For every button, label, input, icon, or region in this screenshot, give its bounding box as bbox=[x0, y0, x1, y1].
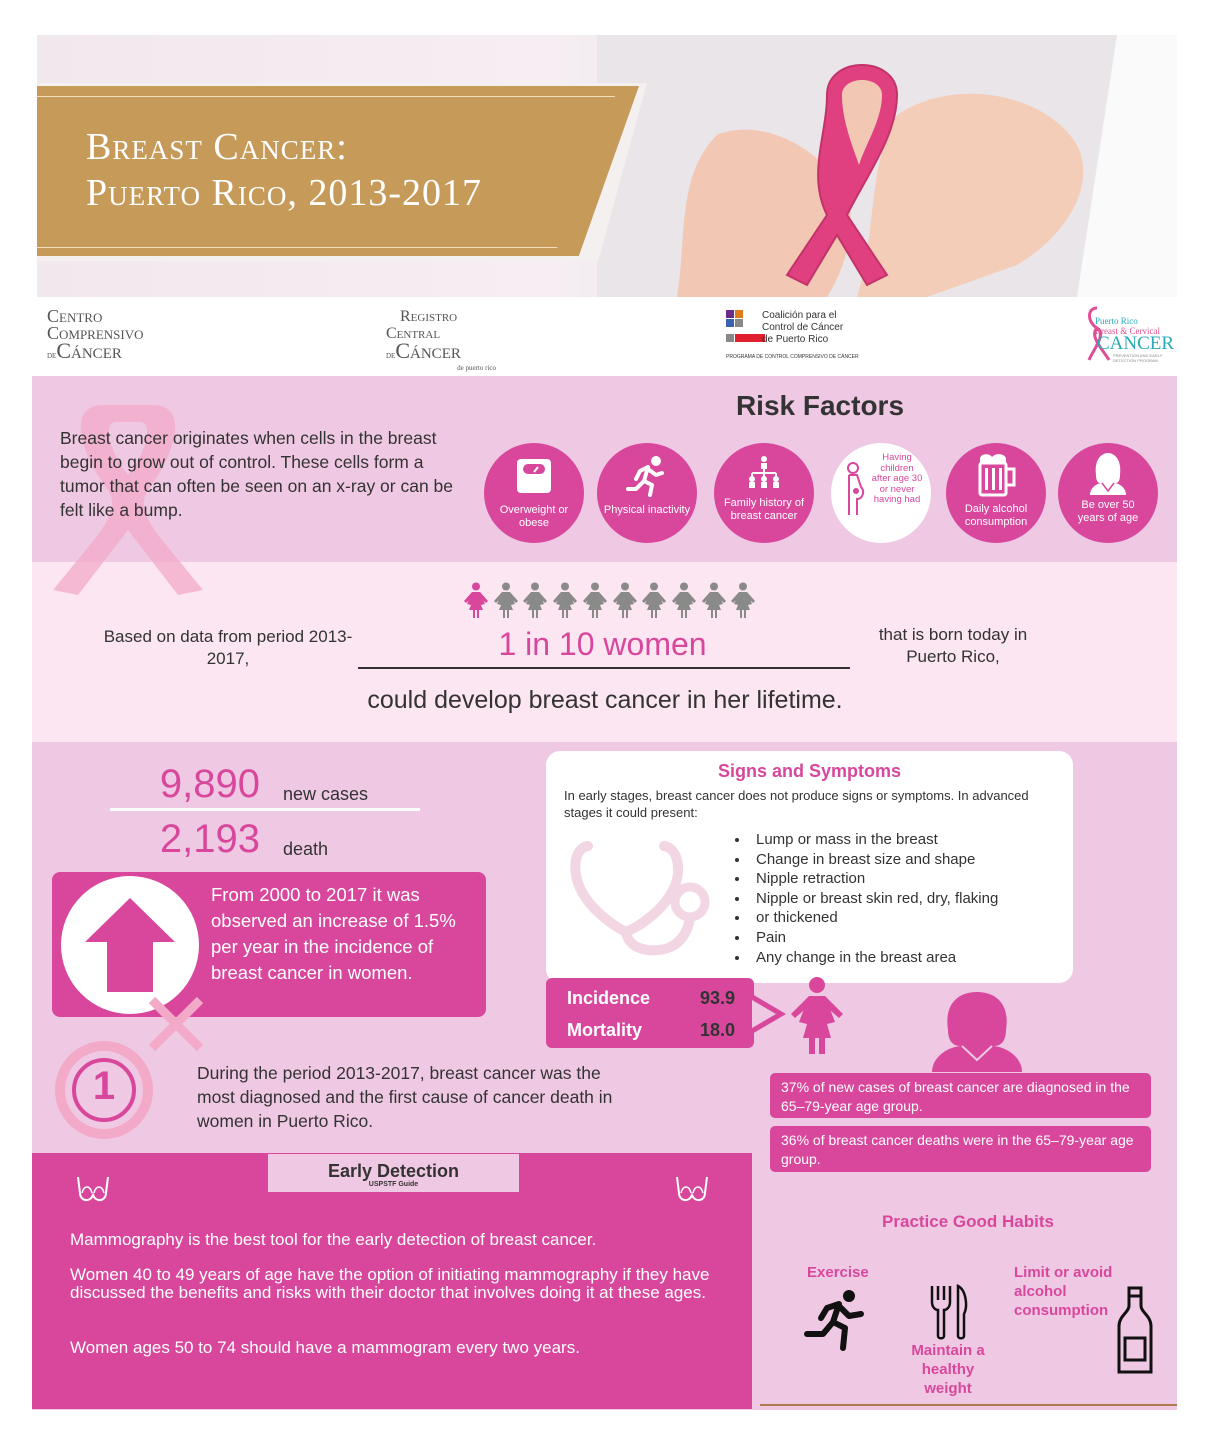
risk-factor-alcohol bbox=[946, 443, 1046, 543]
signs-list bbox=[728, 830, 1048, 967]
woman-icon bbox=[670, 582, 698, 618]
page-title bbox=[86, 124, 482, 216]
logo-prbcc-line2: Breast & Cervical bbox=[1095, 326, 1160, 336]
incidence-value: 93.9 bbox=[700, 988, 736, 1008]
logo-centro-comprensivo bbox=[47, 308, 167, 364]
logo-rcc-de: de bbox=[386, 350, 396, 361]
woman-icon bbox=[492, 582, 520, 618]
habit-alcohol-label: Limit or avoid alcohol consumption bbox=[1014, 1264, 1113, 1319]
hands-ribbon-image bbox=[597, 35, 1177, 297]
logo-rcc-line3: Cáncer bbox=[395, 338, 461, 363]
risk-factor-label: Having children after age 30 or never having had bbox=[871, 452, 923, 505]
risk-factor-overweight bbox=[484, 443, 584, 543]
habit-exercise-label: Exercise bbox=[807, 1264, 869, 1281]
pregnant-icon bbox=[841, 461, 867, 519]
signs-intro: In early stages, breast cancer does not produce signs or symptoms. In advanced stages it could present: bbox=[564, 788, 1029, 820]
new-cases-label: new cases bbox=[283, 784, 369, 804]
logo-rcc-line1: Registro bbox=[400, 308, 458, 325]
woman-highlighted-icon bbox=[462, 582, 490, 618]
woman-bust-icon bbox=[928, 990, 1026, 1072]
first-cause-number: 1 bbox=[92, 1064, 116, 1108]
runner-icon bbox=[803, 1288, 867, 1354]
female-symbol-icon bbox=[54, 994, 210, 1156]
mortality-value: 18.0 bbox=[700, 1020, 736, 1040]
stat-bottom-text: could develop breast cancer in her lifetime. bbox=[367, 686, 843, 714]
older-woman-icon bbox=[1088, 453, 1128, 495]
age-deaths-text: 36% of breast cancer deaths were in the 65–79-year age group. bbox=[781, 1132, 1134, 1167]
risk-factor-age bbox=[1058, 443, 1158, 543]
risk-factors-title: Risk Factors bbox=[735, 390, 905, 421]
incidence-label: Incidence bbox=[567, 988, 651, 1008]
logo-ccc-line1: Centro bbox=[47, 306, 103, 326]
risk-factor-label: Physical inactivity bbox=[603, 504, 691, 516]
stat-highlight: 1 in 10 women bbox=[498, 626, 707, 662]
logo-ccc-de: de bbox=[47, 350, 57, 361]
stat-divider bbox=[358, 667, 850, 669]
early-detection-subtitle: USPSTF Guide bbox=[368, 1181, 419, 1188]
woman-icon bbox=[700, 582, 728, 618]
runner-icon bbox=[626, 455, 668, 497]
early-detection-p2: Women 40 to 49 years of age have the option of initiating mammography if they have discussed the benefits and risks with their doctor that involves doing it at these ages. bbox=[70, 1265, 710, 1302]
signs-list-item: • Nipple or breast skin red, dry, flaking bbox=[750, 889, 1048, 909]
logo-prbcc bbox=[1083, 306, 1175, 364]
risk-factor-label: Family history of breast cancer bbox=[723, 497, 805, 522]
woman-icon bbox=[640, 582, 668, 618]
death-label: death bbox=[283, 839, 329, 859]
signs-list-item: • Nipple retraction bbox=[750, 869, 1048, 889]
intro-text: Breast cancer originates when cells in the breast begin to grow out of control. These cells form a tumor that can often be seen on an x-ray or can be felt like a bump. bbox=[60, 428, 454, 520]
new-cases-value: 9,890 bbox=[159, 762, 260, 806]
early-detection-title: Early Detection bbox=[327, 1161, 460, 1181]
fork-knife-icon bbox=[926, 1284, 970, 1340]
habit-weight-label: Maintain a healthy weight bbox=[911, 1342, 985, 1397]
woman-icon bbox=[521, 582, 549, 618]
woman-icon bbox=[611, 582, 639, 618]
logo-prbcc-line5: DETECTION PROGRAM bbox=[1113, 358, 1158, 363]
logo-coalicion-line2: Control de Cáncer bbox=[762, 322, 844, 333]
early-detection-p1: Mammography is the best tool for the early detection of breast cancer. bbox=[70, 1230, 597, 1249]
risk-factor-inactivity bbox=[597, 443, 697, 543]
bra-icon bbox=[675, 1175, 709, 1205]
risk-factor-label: Overweight or obese bbox=[499, 504, 569, 529]
scale-icon bbox=[515, 457, 553, 495]
logo-prbcc-line1: Puerto Rico bbox=[1095, 316, 1138, 326]
logo-prbcc-line3: CANCER bbox=[1097, 333, 1175, 354]
logo-ccc-line3: Cáncer bbox=[56, 338, 122, 363]
logo-coalicion-line1: Coalición para el bbox=[762, 310, 837, 321]
cases-divider bbox=[110, 808, 420, 811]
signs-title: Signs and Symptoms bbox=[717, 761, 902, 781]
signs-list-item: • Lump or mass in the breast bbox=[750, 830, 1048, 850]
risk-factor-family-history bbox=[714, 443, 814, 543]
risk-factor-label: Be over 50 years of age bbox=[1077, 499, 1139, 524]
logo-coalicion-sub: PROGRAMA DE CONTROL COMPRENSIVO DE CÁNCER bbox=[726, 354, 859, 360]
death-value: 2,193 bbox=[159, 817, 260, 861]
title-line-2: Puerto Rico, 2013-2017 bbox=[86, 172, 483, 214]
signs-list-item: • Pain bbox=[750, 928, 1048, 948]
habits-title: Practice Good Habits bbox=[882, 1212, 1054, 1231]
first-cause-text: During the period 2013-2017, breast cancer was the most diagnosed and the first cause of cancer death in women in Puerto Rico. bbox=[197, 1063, 613, 1131]
risk-factor-label: Daily alcohol consumption bbox=[964, 503, 1028, 528]
increase-text: From 2000 to 2017 it was observed an increase of 1.5% per year in the incidence of breast cancer in women. bbox=[211, 884, 456, 983]
arrow-up-icon bbox=[83, 896, 177, 994]
stat-right-text: that is born today in Puerto Rico, bbox=[878, 625, 1028, 666]
early-detection-p3: Women ages 50 to 74 should have a mammogram every two years. bbox=[70, 1338, 580, 1357]
bra-icon bbox=[76, 1175, 110, 1205]
woman-icon bbox=[729, 582, 757, 618]
bottle-icon bbox=[1115, 1286, 1155, 1376]
signs-list-item: • Change in breast size and shape bbox=[750, 850, 1048, 870]
stethoscope-icon bbox=[568, 836, 718, 956]
logo-rcc-line2: Central bbox=[386, 325, 441, 342]
beer-mug-icon bbox=[976, 453, 1018, 497]
mortality-label: Mortality bbox=[567, 1020, 643, 1040]
women-pictogram-row bbox=[462, 582, 762, 618]
rates-pointer bbox=[752, 994, 788, 1034]
signs-list-item: • Any change in the breast area bbox=[750, 948, 1048, 968]
footer-line bbox=[760, 1404, 1177, 1406]
stat-left-text: Based on data from period 2013-2017, bbox=[103, 627, 353, 668]
age-cases-text: 37% of new cases of breast cancer are diagnosed in the 65–79-year age group. bbox=[781, 1079, 1130, 1114]
woman-icon bbox=[581, 582, 609, 618]
woman-figure-icon bbox=[785, 976, 849, 1054]
title-line-1: Breast Cancer: bbox=[86, 126, 348, 168]
woman-icon bbox=[551, 582, 579, 618]
logo-prbcc-line4: PREVENTION AND EARLY bbox=[1113, 353, 1163, 358]
signs-list-item: • or thickened bbox=[750, 908, 1048, 928]
risk-factor-children bbox=[831, 443, 931, 543]
logo-rcc-sub: de puerto rico bbox=[457, 364, 496, 372]
family-tree-icon bbox=[746, 455, 782, 489]
logo-ccc-line2: Comprensivo bbox=[47, 323, 144, 343]
logo-coalicion-line3: de Puerto Rico bbox=[762, 334, 829, 345]
logo-registro-central bbox=[386, 308, 506, 372]
